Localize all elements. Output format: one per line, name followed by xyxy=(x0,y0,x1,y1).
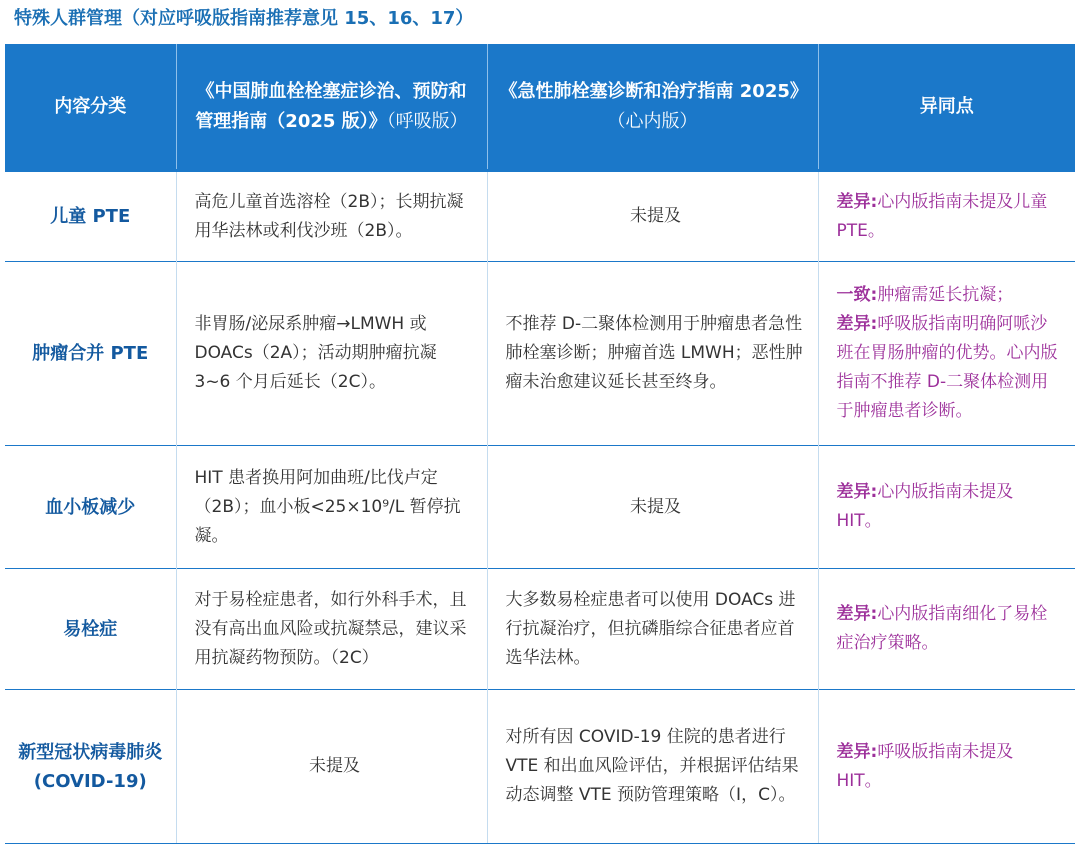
category-cell: 血小板减少 xyxy=(5,446,176,569)
header-cardio-guideline xyxy=(487,44,818,171)
category-cell: 儿童 PTE xyxy=(5,171,176,262)
resp-cell: 高危儿童首选溶栓（2B）；长期抗凝用华法林或利伐沙班（2B）。 xyxy=(176,171,487,262)
page-title: 特殊人群管理（对应呼吸版指南推荐意见 15、16、17） xyxy=(14,8,474,29)
resp-cell: 对于易栓症患者，如行外科手术，且没有高出血风险或抗凝禁忌，建议采用抗凝药物预防。（2C） xyxy=(176,569,487,690)
cardio-cell: 未提及 xyxy=(487,446,818,569)
resp-cell: 非胃肠/泌尿系肿瘤→LMWH 或 DOACs（2A）；活动期肿瘤抗凝 3~6 个月后延长（2C）。 xyxy=(176,262,487,446)
resp-cell: HIT 患者换用阿加曲班/比伐卢定（2B）；血小板<25×10⁹/L 暂停抗凝。 xyxy=(176,446,487,569)
comparison-text: 呼吸版指南未提及 HIT。 xyxy=(836,741,1014,791)
comparison-label: 差异: xyxy=(836,604,878,624)
category-cell: 易栓症 xyxy=(5,569,176,690)
cardio-cell: 对所有因 COVID-19 住院的患者进行 VTE 和出血风险评估，并根据评估结果动态调整 VTE 预防管理策略（Ⅰ，C）。 xyxy=(487,690,818,844)
table-row xyxy=(5,171,1075,262)
comparison-text: 心内版指南未提及 HIT。 xyxy=(836,482,1014,531)
comparison-label: 差异: xyxy=(836,191,878,212)
header-resp-guideline xyxy=(176,44,487,171)
table-row xyxy=(5,262,1075,446)
header-category: 内容分类 xyxy=(5,44,176,171)
comparison-text: 呼吸版指南明确阿哌沙班在胃肠肿瘤的优势。心内版指南不推荐 D-二聚体检测用于肿瘤患者诊断。 xyxy=(836,314,1058,421)
comparison-cell xyxy=(818,171,1075,262)
table-row xyxy=(5,690,1075,844)
comparison-text: 心内版指南细化了易栓症治疗策略。 xyxy=(836,604,1048,653)
comparison-text: 心内版指南未提及儿童 PTE。 xyxy=(836,191,1048,241)
comparison-cell xyxy=(818,690,1075,844)
comparison-text: 肿瘤需延长抗凝； xyxy=(877,285,1014,305)
resp-guideline-name: 《中国肺血栓栓塞症诊治、预防和管理指南（2025 版）》 xyxy=(195,80,467,132)
cardio-cell: 不推荐 D-二聚体检测用于肿瘤患者急性肺栓塞诊断；肿瘤首选 LMWH；恶性肿瘤未治愈建议延长甚至终身。 xyxy=(487,262,818,446)
comparison-cell xyxy=(818,446,1075,569)
category-cell: 新型冠状病毒肺炎(COVID-19) xyxy=(5,690,176,844)
cardio-cell: 大多数易栓症患者可以使用 DOACs 进行抗凝治疗，但抗磷脂综合征患者应首选华法林。 xyxy=(487,569,818,690)
comparison-label: 差异: xyxy=(836,314,878,334)
table-row xyxy=(5,569,1075,690)
cardio-guideline-name: 《急性肺栓塞诊断和治疗指南 2025》 xyxy=(499,80,808,102)
comparison-label: 差异: xyxy=(836,741,878,762)
table-header-row xyxy=(5,44,1075,171)
guideline-comparison-table xyxy=(5,44,1075,844)
comparison-cell xyxy=(818,262,1075,446)
comparison-label: 差异: xyxy=(836,482,878,502)
table-row xyxy=(5,446,1075,569)
resp-cell: 未提及 xyxy=(176,690,487,844)
category-cell: 肿瘤合并 PTE xyxy=(5,262,176,446)
header-comparison: 异同点 xyxy=(818,44,1075,171)
comparison-label: 一致: xyxy=(836,285,878,305)
cardio-guideline-note: （心内版） xyxy=(607,110,698,132)
cardio-cell: 未提及 xyxy=(487,171,818,262)
resp-guideline-note: （呼吸版） xyxy=(386,110,468,132)
comparison-cell xyxy=(818,569,1075,690)
